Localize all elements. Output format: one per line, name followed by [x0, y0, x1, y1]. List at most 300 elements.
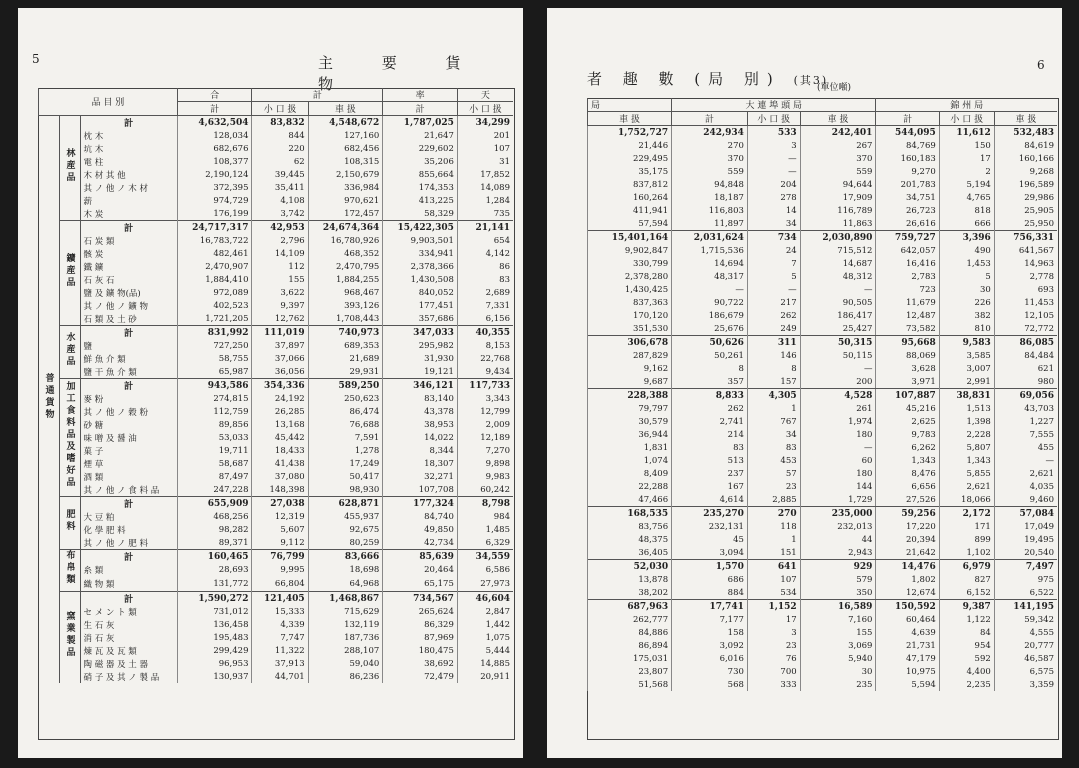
cell-value: 180 [800, 467, 876, 480]
cell-value: 96,953 [177, 657, 252, 670]
cell-value: 2,885 [747, 493, 800, 507]
cell-value: 2 [939, 165, 994, 178]
cell-value: 14,109 [252, 247, 308, 260]
cell-value: 3 [747, 626, 800, 639]
cell-value: 141,195 [994, 600, 1057, 614]
cell-value: 6,575 [994, 665, 1057, 678]
cell-value: 35,206 [383, 155, 458, 168]
cell-value: 127,160 [308, 129, 383, 142]
cell-value: 46,604 [457, 592, 513, 606]
cell-value: 468,256 [177, 510, 252, 523]
cell-value: 7,177 [672, 613, 748, 626]
cell-value: 57 [747, 467, 800, 480]
cell-value: 34 [747, 428, 800, 441]
right-table-row [588, 626, 1058, 639]
cell-value: 12,799 [457, 405, 513, 418]
left-table-row [39, 207, 514, 221]
cell-value: 20,777 [994, 639, 1057, 652]
cell-value: 7,331 [457, 299, 513, 312]
cell-value: 844 [252, 129, 308, 142]
cell-value: 57,084 [994, 507, 1057, 521]
cell-value: 7 [747, 257, 800, 270]
cell-value: 715,512 [800, 244, 876, 257]
right-header-jinzhou: 錦 州 局 [876, 98, 1057, 112]
cell-value: 1,442 [457, 618, 513, 631]
cell-value: 24,717,317 [177, 221, 252, 235]
cell-value: 50,315 [800, 336, 876, 350]
cell-value: 6,016 [672, 652, 748, 665]
row-label: 其 ノ 他 ノ 穀 粉 [83, 407, 149, 418]
cell-value: 9,687 [588, 375, 672, 389]
row-label: 其 ノ 他 ノ 肥 料 [83, 538, 149, 549]
cell-value: 24,192 [252, 392, 308, 405]
cell-value: 4,305 [747, 389, 800, 403]
cell-value: 10,975 [876, 665, 939, 678]
cell-value: 1,343 [939, 454, 994, 467]
right-block-total-row [588, 507, 1058, 521]
cell-value: 180 [800, 428, 876, 441]
cell-value: 195,483 [177, 631, 252, 644]
cell-value: 350 [800, 586, 876, 600]
cell-value: 19,711 [177, 444, 252, 457]
cell-value: 9,270 [876, 165, 939, 178]
cell-value: 14,885 [457, 657, 513, 670]
cell-value: 176,199 [177, 207, 252, 221]
cell-value: 107,708 [383, 483, 458, 497]
right-table-row [588, 520, 1058, 533]
cell-value: 8,409 [588, 467, 672, 480]
left-table-row [39, 247, 514, 260]
cell-value: 14,687 [800, 257, 876, 270]
cell-value: 15,401,164 [588, 231, 672, 245]
cell-value: 3,007 [939, 362, 994, 375]
cell-value: 86,474 [308, 405, 383, 418]
cell-value: 86,329 [383, 618, 458, 631]
cell-value: 38,202 [588, 586, 672, 600]
cell-value: 23 [747, 639, 800, 652]
cell-value: 200 [800, 375, 876, 389]
right-table-row [588, 152, 1058, 165]
row-label: 鹽 [83, 341, 93, 352]
group-label [59, 550, 80, 592]
cell-value: 9,783 [876, 428, 939, 441]
cell-value: 954 [939, 639, 994, 652]
cell-value: 8,798 [457, 497, 513, 511]
cell-value: 393,126 [308, 299, 383, 312]
cell-value: 48,375 [588, 533, 672, 546]
row-label: 味 噌 及 醤 油 [83, 433, 137, 444]
cell-value: 232,131 [672, 520, 748, 533]
left-table-row [39, 457, 514, 470]
cell-value: 25,950 [994, 217, 1057, 231]
cell-value: 49,850 [383, 523, 458, 536]
right-header-top-row [588, 98, 1058, 112]
cell-value: 131,772 [177, 577, 252, 591]
row-label: 計 [80, 497, 177, 511]
cell-value: 9,902,847 [588, 244, 672, 257]
cell-value: — [747, 152, 800, 165]
cell-value: 22,768 [457, 352, 513, 365]
left-table-row [39, 618, 514, 631]
right-table-row [588, 191, 1058, 204]
cell-value: 16,783,722 [177, 234, 252, 247]
cell-value: 155 [800, 626, 876, 639]
cell-value: 20,540 [994, 546, 1057, 560]
cell-value: 1,802 [876, 573, 939, 586]
cell-value: 45,216 [876, 402, 939, 415]
cell-value: 62 [252, 155, 308, 168]
left-table-row [39, 444, 514, 457]
cell-value: 172,457 [308, 207, 383, 221]
cell-value: 26,285 [252, 405, 308, 418]
cell-value: 980 [994, 375, 1057, 389]
cell-value: 727,250 [177, 339, 252, 352]
cell-value: 204 [747, 178, 800, 191]
cell-value: 108,377 [177, 155, 252, 168]
right-block-total-row [588, 336, 1058, 350]
cell-value: 972,089 [177, 286, 252, 299]
cell-value: 5,594 [876, 678, 939, 691]
cell-value: 974,729 [177, 194, 252, 207]
cell-value: 83 [457, 273, 513, 286]
left-group-total-row [39, 221, 514, 235]
row-label: 石 灰 石 [83, 275, 115, 286]
left-page-number: 5 [32, 52, 40, 66]
cell-value: 31,930 [383, 352, 458, 365]
cell-value: 17 [747, 613, 800, 626]
row-label: 薪 [83, 196, 93, 207]
cell-value: 1,884,410 [177, 273, 252, 286]
cell-value: 1,715,536 [672, 244, 748, 257]
cell-value: 16,416 [876, 257, 939, 270]
cell-value: 4,639 [876, 626, 939, 639]
cell-value: 59,256 [876, 507, 939, 521]
cell-value: 700 [747, 665, 800, 678]
cell-value: 84,484 [994, 349, 1057, 362]
cell-value: 970,621 [308, 194, 383, 207]
cell-value: 1,787,025 [383, 116, 458, 130]
cell-value: 111,019 [252, 326, 308, 340]
cell-value: 25,905 [994, 204, 1057, 217]
row-label: 石 炭 類 [83, 236, 115, 247]
cell-value: 29,931 [308, 365, 383, 379]
left-table-row [39, 194, 514, 207]
right-block-total-row [588, 231, 1058, 245]
cell-value: 968,467 [308, 286, 383, 299]
row-label: 鹽 及 鑛 物(品) [83, 288, 141, 299]
cell-value: 7,497 [994, 560, 1057, 574]
cell-value: 5,194 [939, 178, 994, 191]
cell-value: 72,479 [383, 670, 458, 683]
cell-value: 1,974 [800, 415, 876, 428]
cell-value: 262 [747, 309, 800, 322]
right-page-number: 6 [1037, 58, 1045, 72]
cell-value: 3,359 [994, 678, 1057, 691]
cell-value: 36,405 [588, 546, 672, 560]
cell-value: 270 [747, 507, 800, 521]
row-label: 坑 木 [83, 144, 104, 155]
left-group-total-row [39, 379, 514, 393]
cell-value: 21,141 [457, 221, 513, 235]
cell-value: 23,807 [588, 665, 672, 678]
left-page-title: 主 要 貨 物 [318, 54, 483, 93]
cell-value: 30 [800, 665, 876, 678]
row-label: 計 [80, 550, 177, 564]
cell-value: 351,530 [588, 322, 672, 336]
cell-value: 818 [939, 204, 994, 217]
group-label [59, 326, 80, 379]
cell-value: 36,944 [588, 428, 672, 441]
cell-value: 655,909 [177, 497, 252, 511]
left-header-rate: 率 [383, 88, 458, 102]
cell-value: 270 [672, 139, 748, 152]
cell-value: 274,815 [177, 392, 252, 405]
cell-value: 262 [672, 402, 748, 415]
group-label [59, 221, 80, 326]
right-block-total-row [588, 389, 1058, 403]
cell-value: 160,166 [994, 152, 1057, 165]
cell-value: 730 [672, 665, 748, 678]
right-table-row [588, 428, 1058, 441]
left-header-total-a: 合 [177, 88, 252, 102]
cell-value: 14,476 [876, 560, 939, 574]
cell-value: 229,495 [588, 152, 672, 165]
cell-value: 641 [747, 560, 800, 574]
cell-value: 85,639 [383, 550, 458, 564]
cell-value: 235,000 [800, 507, 876, 521]
cell-value: 1,752,727 [588, 126, 672, 140]
cell-value: 84 [939, 626, 994, 639]
cell-value: 13,878 [588, 573, 672, 586]
cell-value: 38,831 [939, 389, 994, 403]
cell-value: 453 [747, 454, 800, 467]
group-label-text: 窯業製品 [64, 611, 75, 659]
cell-value: 157 [747, 375, 800, 389]
cell-value: 1,721,205 [177, 312, 252, 326]
cell-value: 642,057 [876, 244, 939, 257]
right-table-row [588, 296, 1058, 309]
cell-value: 11,453 [994, 296, 1057, 309]
cell-value: 4,528 [800, 389, 876, 403]
right-title-suffix: (其3) [793, 74, 829, 87]
cell-value: 27,973 [457, 577, 513, 591]
cell-value: 827 [939, 573, 994, 586]
cell-value: 30,579 [588, 415, 672, 428]
cell-value: 14 [747, 204, 800, 217]
cell-value: 975 [994, 573, 1057, 586]
left-table-body [39, 116, 514, 684]
left-group-total-row [39, 497, 514, 511]
cell-value: 217 [747, 296, 800, 309]
cell-value: — [747, 165, 800, 178]
cell-value: 86 [457, 260, 513, 273]
cell-value: 5 [747, 270, 800, 283]
cell-value: 144 [800, 480, 876, 493]
cell-value: 2,796 [252, 234, 308, 247]
row-label: 其 ノ 他 ノ 食 料 品 [83, 485, 160, 496]
row-label: 硝 子 及 其 ノ 製 品 [83, 672, 160, 683]
cell-value: 90,505 [800, 296, 876, 309]
cell-value: 9,268 [994, 165, 1057, 178]
cell-value: 12,762 [252, 312, 308, 326]
cell-value: 160,465 [177, 550, 252, 564]
left-table-row [39, 631, 514, 644]
cell-value: 810 [939, 322, 994, 336]
row-label: 石 類 及 土 砂 [83, 314, 137, 325]
cell-value: 34 [747, 217, 800, 231]
cell-value: 112 [252, 260, 308, 273]
cell-value: 177,451 [383, 299, 458, 312]
cell-value: 288,107 [308, 644, 383, 657]
cell-value: 17,249 [308, 457, 383, 470]
cell-value: 14,694 [672, 257, 748, 270]
left-table-row [39, 510, 514, 523]
cell-value: 544,095 [876, 126, 939, 140]
cell-value: 83 [747, 441, 800, 454]
cell-value: 3,622 [252, 286, 308, 299]
cell-value: 482,461 [177, 247, 252, 260]
left-table-row [39, 299, 514, 312]
cell-value: 666 [939, 217, 994, 231]
cell-value: 7,591 [308, 431, 383, 444]
cell-value: 32,271 [383, 470, 458, 483]
row-label: 其 ノ 他 ノ 木 材 [83, 183, 149, 194]
cell-value: 14,089 [457, 181, 513, 194]
cell-value: 984 [457, 510, 513, 523]
cell-value: 94,848 [672, 178, 748, 191]
cell-value: 37,066 [252, 352, 308, 365]
right-header-dairen: 大 連 埠 頭 局 [672, 98, 876, 112]
cell-value: 8 [747, 362, 800, 375]
left-table-row [39, 405, 514, 418]
cell-value: 682,676 [177, 142, 252, 155]
group-label-text: 肥料 [64, 508, 75, 533]
cell-value: 214 [672, 428, 748, 441]
cell-value: 682,456 [308, 142, 383, 155]
right-block-total-row [588, 560, 1058, 574]
cell-value: 34,559 [457, 550, 513, 564]
left-table-row [39, 168, 514, 181]
cell-value: 35,175 [588, 165, 672, 178]
cell-value: 336,984 [308, 181, 383, 194]
cell-value: 229,602 [383, 142, 458, 155]
row-label: 大 豆 粕 [83, 512, 115, 523]
cell-value: 98,930 [308, 483, 383, 497]
cell-value: 44,701 [252, 670, 308, 683]
cell-value: 1,468,867 [308, 592, 383, 606]
cell-value: 9,112 [252, 536, 308, 550]
cell-value: 132,119 [308, 618, 383, 631]
cell-value: 158 [672, 626, 748, 639]
cell-value: 1,708,443 [308, 312, 383, 326]
left-table-row [39, 155, 514, 168]
cell-value: 36,056 [252, 365, 308, 379]
group-label [59, 592, 80, 684]
cell-value: 2,235 [939, 678, 994, 691]
left-table-row [39, 657, 514, 670]
right-table-row [588, 309, 1058, 322]
cell-value: 347,033 [383, 326, 458, 340]
right-table-row [588, 480, 1058, 493]
cell-value: 5,940 [800, 652, 876, 665]
left-table-row [39, 605, 514, 618]
cell-value: 311 [747, 336, 800, 350]
cell-value: 187,736 [308, 631, 383, 644]
cell-value: 2,172 [939, 507, 994, 521]
cell-value: 1,590,272 [177, 592, 252, 606]
right-table-row [588, 402, 1058, 415]
cell-value: 2,470,795 [308, 260, 383, 273]
cell-value: 1,343 [876, 454, 939, 467]
cell-value: 513 [672, 454, 748, 467]
cell-value: 15,422,305 [383, 221, 458, 235]
left-table-row [39, 644, 514, 657]
right-table-row [588, 165, 1058, 178]
right-sub-2: 小 口 扱 [747, 112, 800, 126]
cell-value: 413,225 [383, 194, 458, 207]
left-header-top-row [39, 88, 514, 102]
left-sub-small: 小 口 扱 [252, 102, 308, 116]
cell-value: 80,259 [308, 536, 383, 550]
cell-value: 107 [747, 573, 800, 586]
cell-value: 89,856 [177, 418, 252, 431]
cell-value: 18,187 [672, 191, 748, 204]
cell-value: 3,742 [252, 207, 308, 221]
left-group-total-row [39, 326, 514, 340]
cell-value: 731,012 [177, 605, 252, 618]
cell-value: 2,783 [876, 270, 939, 283]
cell-value: 6,522 [994, 586, 1057, 600]
left-table-row [39, 129, 514, 142]
cell-value: 66,804 [252, 577, 308, 591]
cell-value: 6,152 [939, 586, 994, 600]
cell-value: 170,120 [588, 309, 672, 322]
right-page-title [587, 68, 828, 89]
left-group-total-row [39, 550, 514, 564]
cell-value: 6,156 [457, 312, 513, 326]
cell-value: 60,242 [457, 483, 513, 497]
group-label-text: 水産品 [64, 331, 75, 368]
cell-value: 45 [672, 533, 748, 546]
cell-value: 17,909 [800, 191, 876, 204]
cell-value: 220 [252, 142, 308, 155]
cell-value: 1,430,425 [588, 283, 672, 296]
cell-value: 1,513 [939, 402, 994, 415]
cell-value: 11,612 [939, 126, 994, 140]
cell-value: 929 [800, 560, 876, 574]
cell-value: 121,405 [252, 592, 308, 606]
cell-value: 42,734 [383, 536, 458, 550]
cell-value: 160,264 [588, 191, 672, 204]
cell-value: 4,555 [994, 626, 1057, 639]
cell-value: 73,582 [876, 322, 939, 336]
cell-value: 242,934 [672, 126, 748, 140]
cell-value: 20,394 [876, 533, 939, 546]
row-label: 鐵 鑛 [83, 262, 104, 273]
group-label-text: 加工食料品及嗜好品 [64, 381, 75, 489]
cell-value: 9,983 [457, 470, 513, 483]
cell-value: 17,741 [672, 600, 748, 614]
cell-value: 45,442 [252, 431, 308, 444]
cell-value: 579 [800, 573, 876, 586]
cell-value: 43,378 [383, 405, 458, 418]
cell-value: 1,570 [672, 560, 748, 574]
cell-value: 64,968 [308, 577, 383, 591]
cell-value: 354,336 [252, 379, 308, 393]
cell-value: 18,307 [383, 457, 458, 470]
cell-value: 12,674 [876, 586, 939, 600]
right-sub-6: 車 扱 [994, 112, 1057, 126]
